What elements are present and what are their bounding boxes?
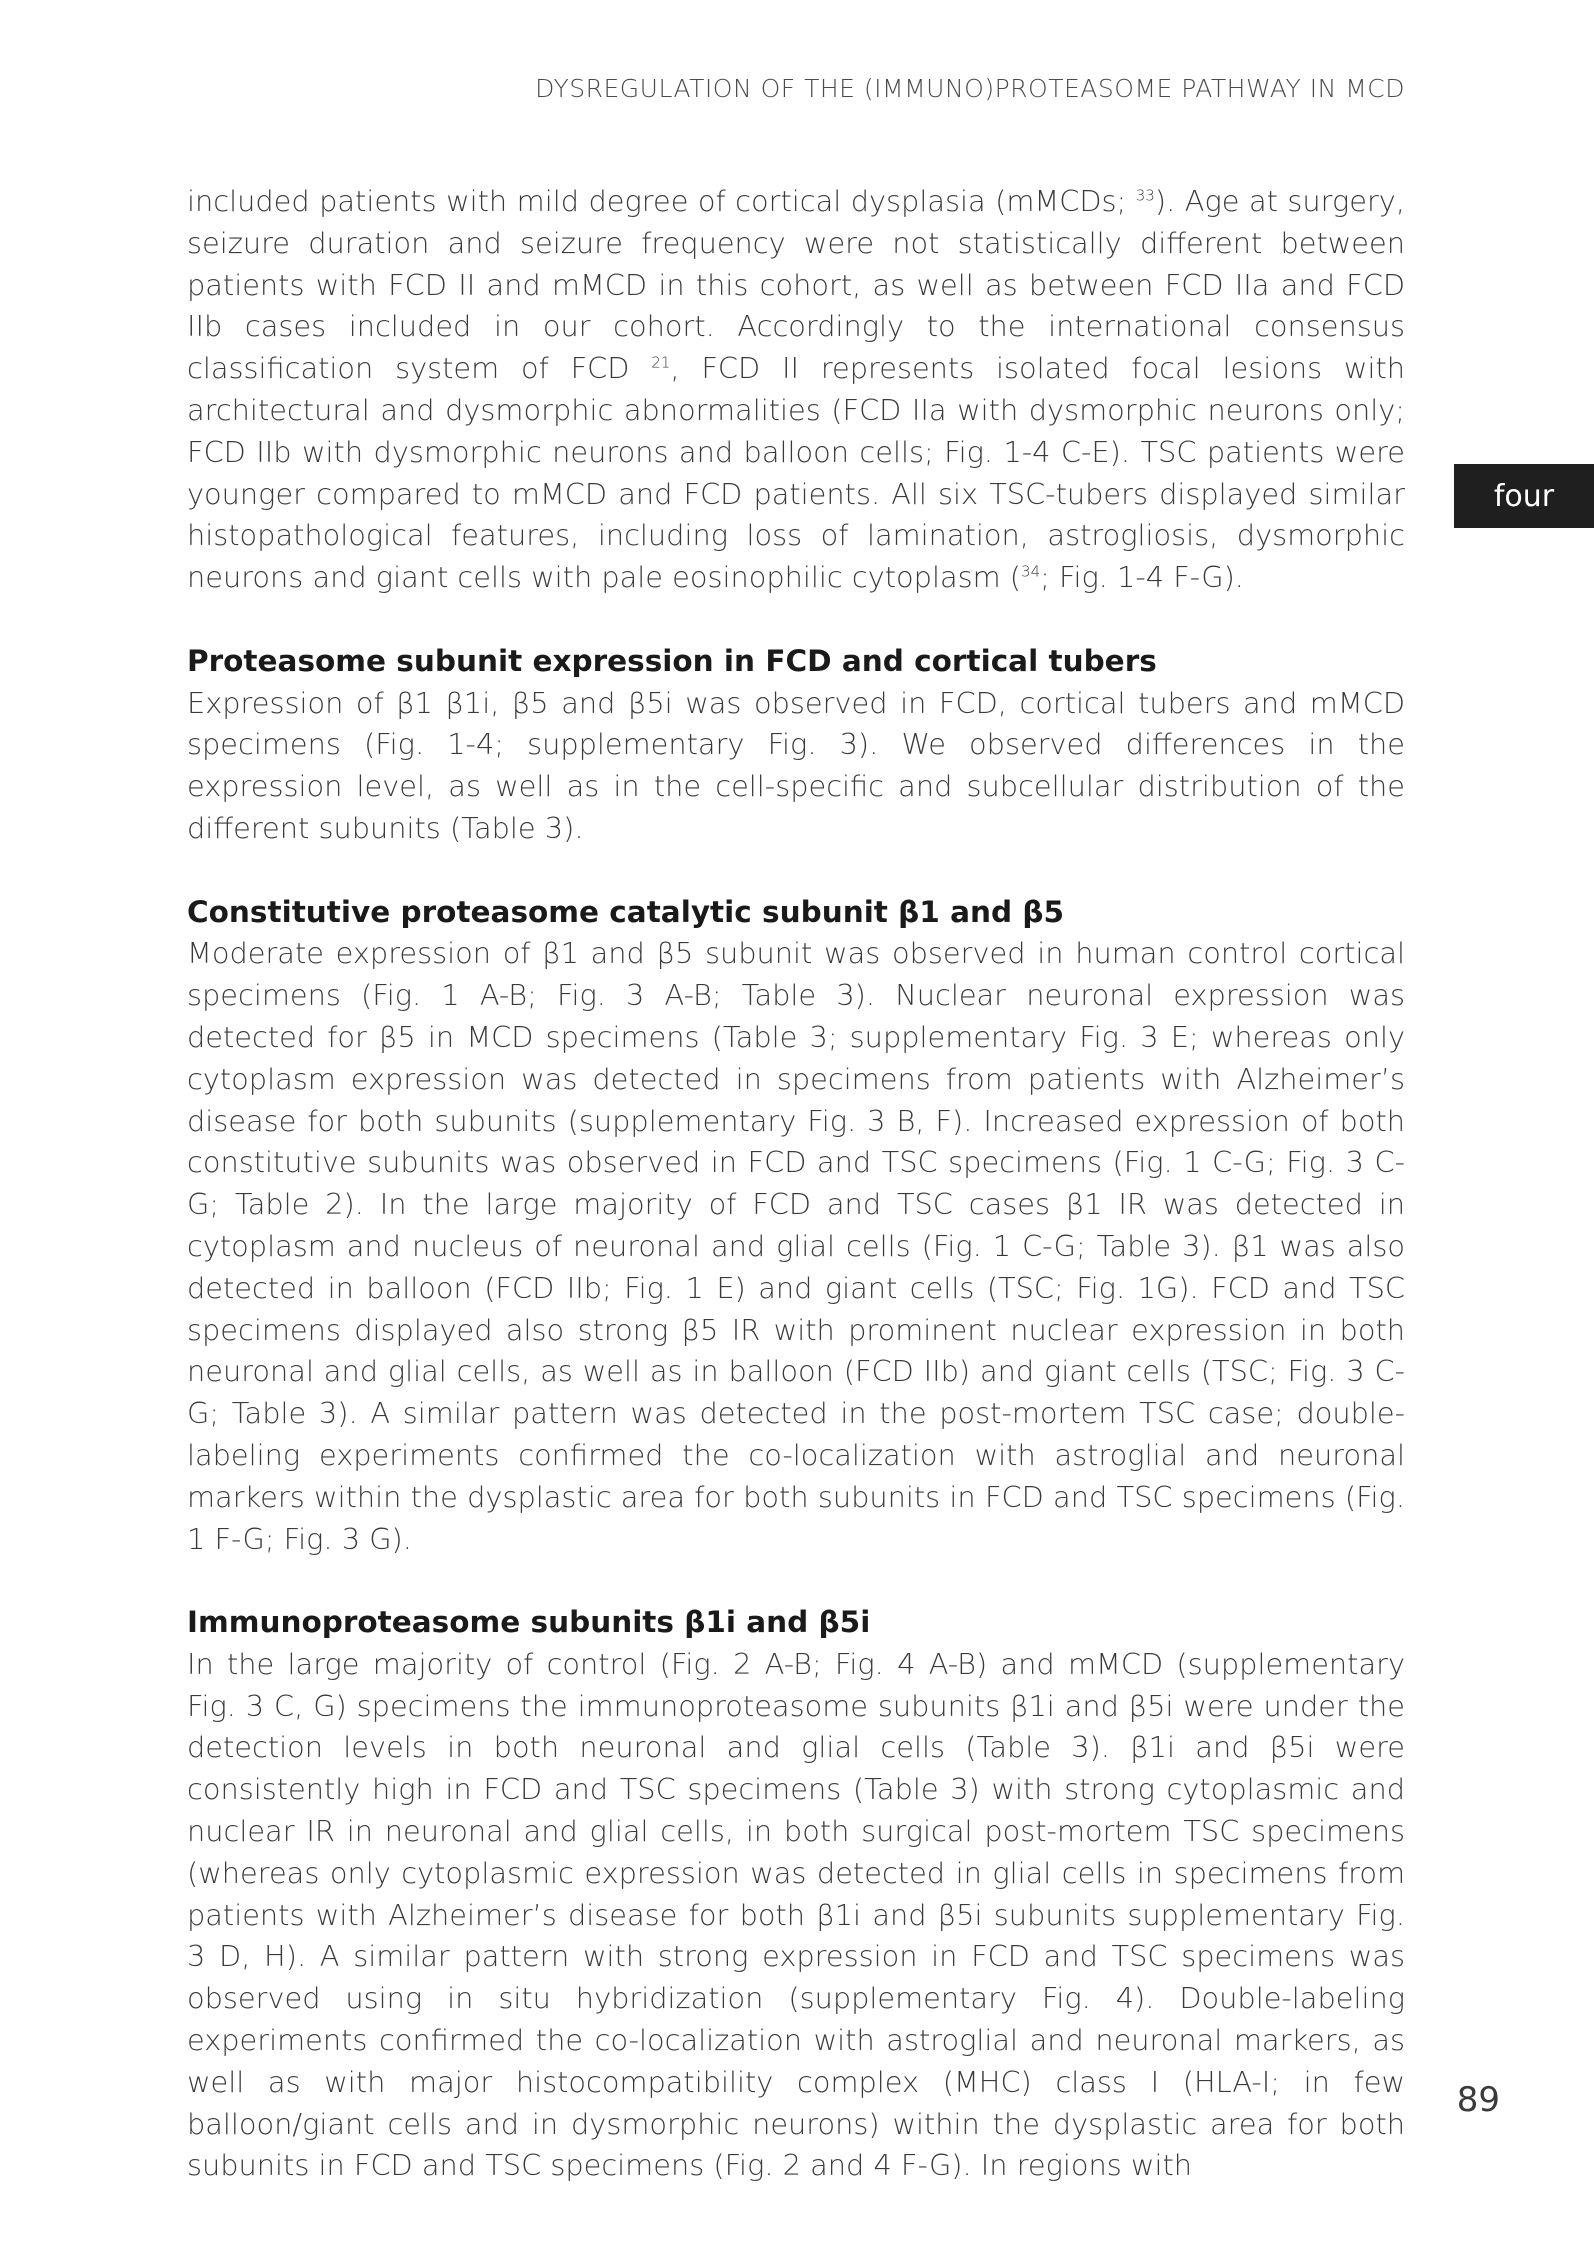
section-paragraph-constitutive-subunits: Moderate expression of β1 and β5 subunit was observed in human control cortical specimens (Fig. 1 A-B; Fig. 3 A-B; Table 3). Nuclear neuronal expression was detected for β5 in MCD specimens (Table 3; supplementary Fig. 3 E; whereas only cytoplasm expression was detected in specimens from patients with Alzheimer’s disease for both subunits (supplementary Fig. 3 B, F). Increased expression of both constitutive subunits was observed in FCD and TSC specimens (Fig. 1 C-G; Fig. 3 C-G; Table 2). In the large majority of FCD and TSC cases β1 IR was detected in cytoplasm and nucleus of neuronal and glial cells (Fig. 1 C-G; Table 3). β1 was also detected in balloon (FCD IIb; Fig. 1 E) and giant cells (TSC; Fig. 1G). FCD and TSC specimens displayed also strong β5 IR with prominent nuclear expression in both neuronal and glial cells, as well as in balloon (FCD IIb) and giant cells (TSC; Fig. 3 C-G; Table 3). A similar pattern was detected in the post-mortem TSC case; double-labeling experiments confirmed the co-localization with astroglial and neuronal markers within the dysplastic area for both subunits in FCD and TSC specimens (Fig. 1 F-G; Fig. 3 G). — [187, 936, 1405, 1556]
article-body — [187, 181, 1405, 2187]
intro-paragraph — [187, 181, 1405, 599]
citation-33: 33 — [1135, 186, 1155, 205]
section-paragraph-immunoproteasome-subunits: In the large majority of control (Fig. 2 A-B; Fig. 4 A-B) and mMCD (supplementary Fig. 3 C, G) specimens the immunoproteasome subunits β1i and β5i were under the detection levels in both neuronal and glial cells (Table 3). β1i and β5i were consistently high in FCD and TSC specimens (Table 3) with strong cytoplasmic and nuclear IR in neuronal and glial cells, in both surgical post-mortem TSC specimens (whereas only cytoplasmic expression was detected in glial cells in specimens from patients with Alzheimer’s disease for both β1i and β5i subunits supplementary Fig. 3 D, H). A similar pattern with strong expression in FCD and TSC specimens was observed using in situ hybridization (supplementary Fig. 4). Double-labeling experiments confirmed the co-localization with astroglial and neuronal markers, as well as with major histocompatibility complex (MHC) class I (HLA-I; in few balloon/giant cells and in dysmorphic neurons) within the dysplastic area for both subunits in FCD and TSC specimens (Fig. 2 and 4 F-G). In regions with — [187, 1646, 1405, 2183]
section-heading-constitutive-subunits: Constitutive proteasome catalytic subunit β1 and β5 — [187, 894, 1065, 929]
section-heading-immunoproteasome-subunits: Immunoproteasome subunits β1i and β5i — [187, 1605, 871, 1640]
intro-text-3: , FCD II represents isolated focal lesions with architectural and dysmorphic abnormalities (FCD IIa with dysmorphic neurons only; FCD IIb with dysmorphic neurons and balloon cells; Fig. 1-4 C-E). TSC patients were younger compared to mMCD and FCD patients. All six TSC-tubers displayed similar histopathological features, including loss of lamination, astrogliosis, dysmorphic neurons and giant cells with pale eosinophilic cytoplasm ( — [187, 351, 1406, 595]
intro-text-4: ; Fig. 1-4 F-G). — [1040, 560, 1244, 595]
section-paragraph-proteasome-expression: Expression of β1 β1i, β5 and β5i was observed in FCD, cortical tubers and mMCD specimens (Fig. 1-4; supplementary Fig. 3). We observed differences in the expression level, as well as in the cell-specific and subcellular distribution of the different subunits (Table 3). — [187, 685, 1405, 845]
citation-21: 21 — [651, 353, 671, 372]
running-header: DYSREGULATION OF THE (IMMUNO)PROTEASOME PATHWAY IN MCD — [535, 74, 1405, 103]
citation-34: 34 — [1021, 562, 1041, 581]
intro-text-1: included patients with mild degree of cortical dysplasia (mMCDs; — [187, 184, 1136, 218]
chapter-tab: four — [1454, 464, 1594, 528]
section-heading-proteasome-expression: Proteasome subunit expression in FCD and cortical tubers — [187, 643, 1157, 678]
page-number: 89 — [1456, 2080, 1500, 2120]
intro-text-2: ). Age at surgery, seizure duration and seizure frequency were not statistically different between patients with FCD II and mMCD in this cohort, as well as between FCD IIa and FCD IIb cases included in our cohort. Accordingly to the international consensus classification system of FCD — [187, 184, 1405, 386]
